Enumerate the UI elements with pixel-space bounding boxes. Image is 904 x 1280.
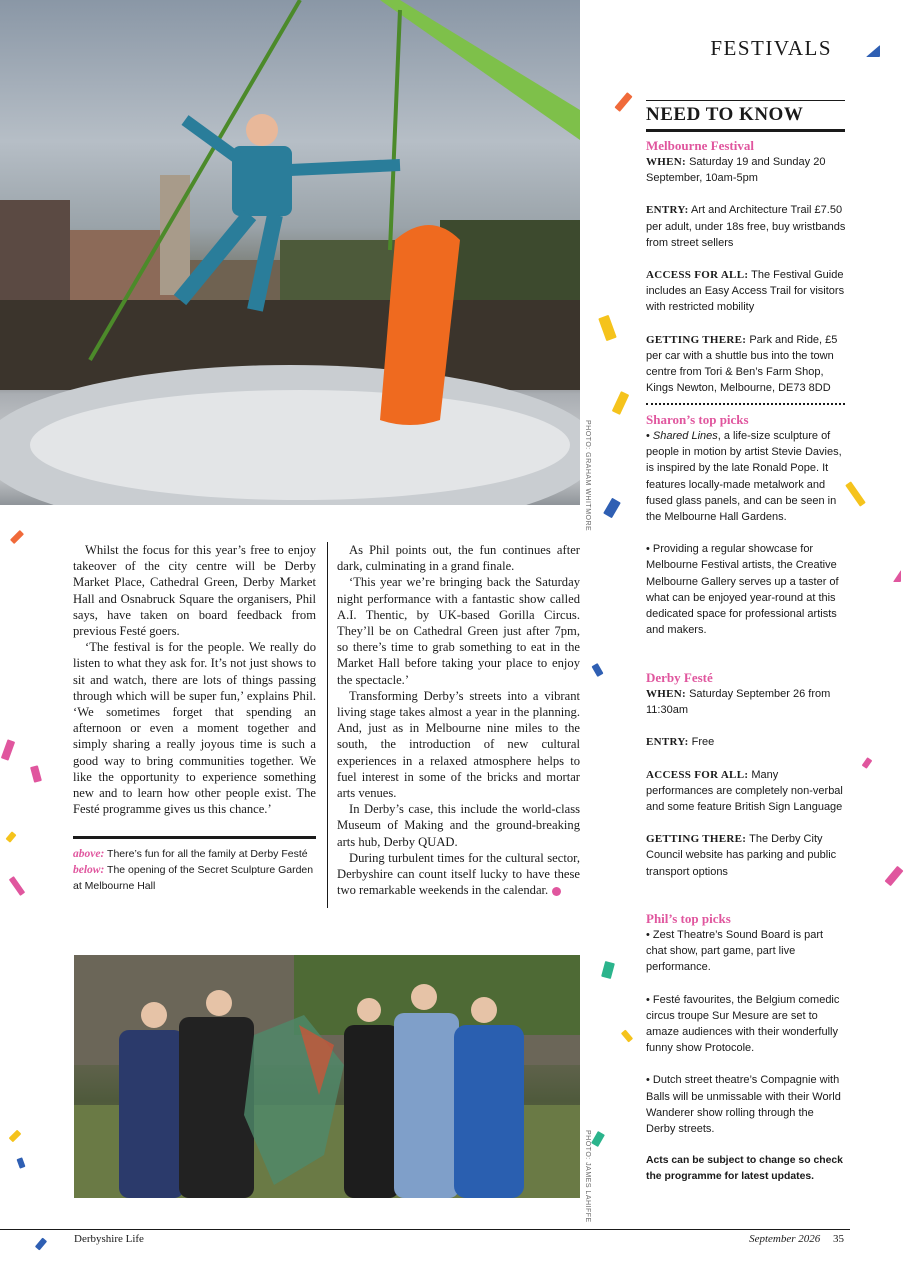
end-mark-icon <box>552 887 561 896</box>
value: Free <box>691 736 715 749</box>
paragraph: In Derby’s case, this include the world-class Museum of Making and the ground-breaking arts hub, Derby QUAD. <box>337 802 580 849</box>
pick-item: • Providing a regular showcase for Melbourne Festival artists, the Creative Melbourne Gallery serves up a taster of what can be enjoyed year-round at this dedicated space for professional artists and makers. <box>646 543 839 637</box>
confetti-shape <box>598 315 617 341</box>
sharons-picks-heading: Sharon’s top picks <box>646 412 749 427</box>
page-number: 35 <box>833 1233 844 1245</box>
section-heading: FESTIVALS <box>710 36 832 60</box>
paragraph: ‘The festival is for the people. We really do listen to what they ask for. It’s not just shows to sit and watch, there are lots of things passing through which will be super fun,’ explains Phil. ‘We sometimes forget that spending an afternoon or even a moment together and simply sharing a really joyous time is such a good way to bring communities together. We like the opportunity to experience something new and to learn how other people exist. The Festé programme gives us this chance.’ <box>73 640 316 817</box>
label: ENTRY: <box>646 204 689 217</box>
confetti-shape <box>621 1029 633 1042</box>
paragraph: Transforming Derby’s streets into a vibrant living stage takes almost a year in the planning. And, just as in Melbourne nine miles to the south, the introduction of new cultural experiences in a relaxed atmosphere helps to fuel interest in some of the bricks and mortar arts venues. <box>337 688 580 801</box>
label: WHEN: <box>646 156 686 168</box>
sculpture-garden-photo <box>74 955 580 1198</box>
label: GETTING THERE: <box>646 333 747 346</box>
photo-credit: PHOTO: JAMES LAHIFFE <box>584 1130 591 1223</box>
pick-item: • Festé favourites, the Belgium comedic circus troupe Sur Mesure are set to amaze audiences with their wonderfully funny show Protocole. <box>646 993 840 1055</box>
confetti-shape <box>9 1130 22 1143</box>
sidebar-title: NEED TO KNOW <box>646 104 804 125</box>
sidebar-dotted-divider <box>646 403 845 405</box>
sidebar-title-rule <box>646 129 845 132</box>
paragraph: Whilst the focus for this year’s free to enjoy takeover of the city centre will be Derby Market Place, Cathedral Green, Derby Market Hall and Osnabruck Square the organisers, Phil says, have taken on board feedback from previous Festé goers. <box>73 543 316 639</box>
issue-date: September 2026 <box>749 1233 821 1245</box>
caption-label: below: <box>73 864 105 876</box>
body-column-2 <box>337 542 580 898</box>
value: Saturday September 26 from 11:30am <box>646 688 831 717</box>
circus-performer-illustration <box>0 0 580 505</box>
paragraph <box>337 850 580 899</box>
derby-access <box>646 767 846 816</box>
confetti-shape <box>10 530 24 544</box>
caption-label: above: <box>73 848 105 860</box>
confetti-shape <box>862 757 873 769</box>
derby-when <box>646 686 846 718</box>
footer-issue-page <box>749 1233 844 1245</box>
confetti-shape <box>893 570 901 582</box>
confetti-shape <box>591 663 603 677</box>
magazine-name: Derbyshire Life <box>74 1233 144 1245</box>
value: The Derby City Council website has parking and public transport options <box>646 833 837 878</box>
caption-below <box>73 862 318 894</box>
confetti-shape <box>614 92 632 112</box>
sidebar-top-rule <box>646 100 845 101</box>
melbourne-when <box>646 154 846 186</box>
melbourne-getting-there <box>646 332 846 397</box>
caption-rule <box>73 836 316 839</box>
label: ACCESS FOR ALL: <box>646 269 749 282</box>
confetti-shape <box>35 1237 47 1250</box>
derby-feste-info <box>646 669 846 880</box>
photo-captions <box>73 846 318 894</box>
festival-photo <box>0 0 580 505</box>
label: ENTRY: <box>646 736 689 749</box>
label: ACCESS FOR ALL: <box>646 768 749 781</box>
phils-top-picks <box>646 910 846 1186</box>
pick-item: • Zest Theatre’s Sound Board is part chat show, part game, part live performance. <box>646 929 824 974</box>
group-photo-illustration <box>74 955 580 1198</box>
confetti-shape <box>603 498 621 519</box>
confetti-shape <box>885 866 904 886</box>
value: The Festival Guide includes an Easy Access Trail for visitors with restricted mobility <box>646 269 845 314</box>
programme-note: Acts can be subject to change so check the programme for latest updates. <box>646 1155 843 1183</box>
value: Art and Architecture Trail £7.50 per adult, under 18s free, buy wristbands from street sellers <box>646 204 846 249</box>
sharons-top-picks <box>646 411 846 638</box>
photo-credit: PHOTO: GRAHAM WHITMORE <box>584 420 591 532</box>
derby-feste-heading: Derby Festé <box>646 670 713 685</box>
body-column-1 <box>73 542 316 817</box>
derby-entry <box>646 734 846 750</box>
pick-item: • Shared Lines, a life-size sculpture of people in motion by artist Stevie Davies, is inspired by the late Ronald Pope. It features locally-made metalwork and fused glass panels, and can be seen in the Melbourne Hall Gardens. <box>646 430 842 524</box>
label: GETTING THERE: <box>646 833 747 846</box>
confetti-shape <box>9 876 25 896</box>
melbourne-festival-heading: Melbourne Festival <box>646 138 754 153</box>
melbourne-entry <box>646 202 846 251</box>
paragraph: ‘This year we’re bringing back the Saturday night performance with a fantastic show called A.I. Thentic, by UK-based Gorilla Circus. They’ll be on Cathedral Green just after 7pm, so there’s time to grab something to eat in the Market Hall before taking your place to enjoy the spectacle.’ <box>337 575 580 687</box>
label: WHEN: <box>646 688 686 700</box>
confetti-shape <box>612 391 629 415</box>
value: Many performances are completely non-verbal and some feature British Sign Language <box>646 768 843 814</box>
pick-text: , a life-size sculpture of people in motion by artist Stevie Davies, is inspired by the late Ronald Pope. It features locally-made metalwork and fused glass panels, and can be seen in the Melbourne Hall Gardens. <box>646 430 842 524</box>
derby-getting-there <box>646 831 846 880</box>
footer-rule <box>0 1229 850 1230</box>
phils-picks-heading: Phil’s top picks <box>646 911 731 926</box>
confetti-shape <box>16 1157 25 1168</box>
caption-above <box>73 846 318 862</box>
paragraph: As Phil points out, the fun continues after dark, culminating in a grand finale. <box>337 543 580 574</box>
pick-item: • Dutch street theatre’s Compagnie with Balls will be unmissable with their World Wanderer show rolling through the Derby streets. <box>646 1074 841 1136</box>
confetti-shape <box>1 739 15 761</box>
melbourne-festival-info <box>646 137 846 396</box>
caption-text: There’s fun for all the family at Derby Festé <box>107 848 308 860</box>
melbourne-access <box>646 267 846 316</box>
caption-text: The opening of the Secret Sculpture Garden at Melbourne Hall <box>73 864 314 892</box>
confetti-shape <box>30 765 42 783</box>
confetti-shape <box>591 1131 605 1147</box>
confetti-shape <box>601 961 615 979</box>
confetti-shape <box>866 45 880 57</box>
pick-title: Shared Lines <box>652 430 718 442</box>
confetti-shape <box>5 831 16 843</box>
value: Saturday 19 and Sunday 20 September, 10am-5pm <box>646 156 826 185</box>
value: Park and Ride, £5 per car with a shuttle bus into the town centre from Tori & Ben’s Farm Shop, Kings Newton, Melbourne, DE73 8DD <box>646 333 838 395</box>
column-divider <box>327 542 328 908</box>
paragraph-text: During turbulent times for the cultural sector, Derbyshire can count itself lucky to have these two remarkable weekends in the calendar. <box>337 850 580 898</box>
confetti-shape <box>845 481 866 506</box>
